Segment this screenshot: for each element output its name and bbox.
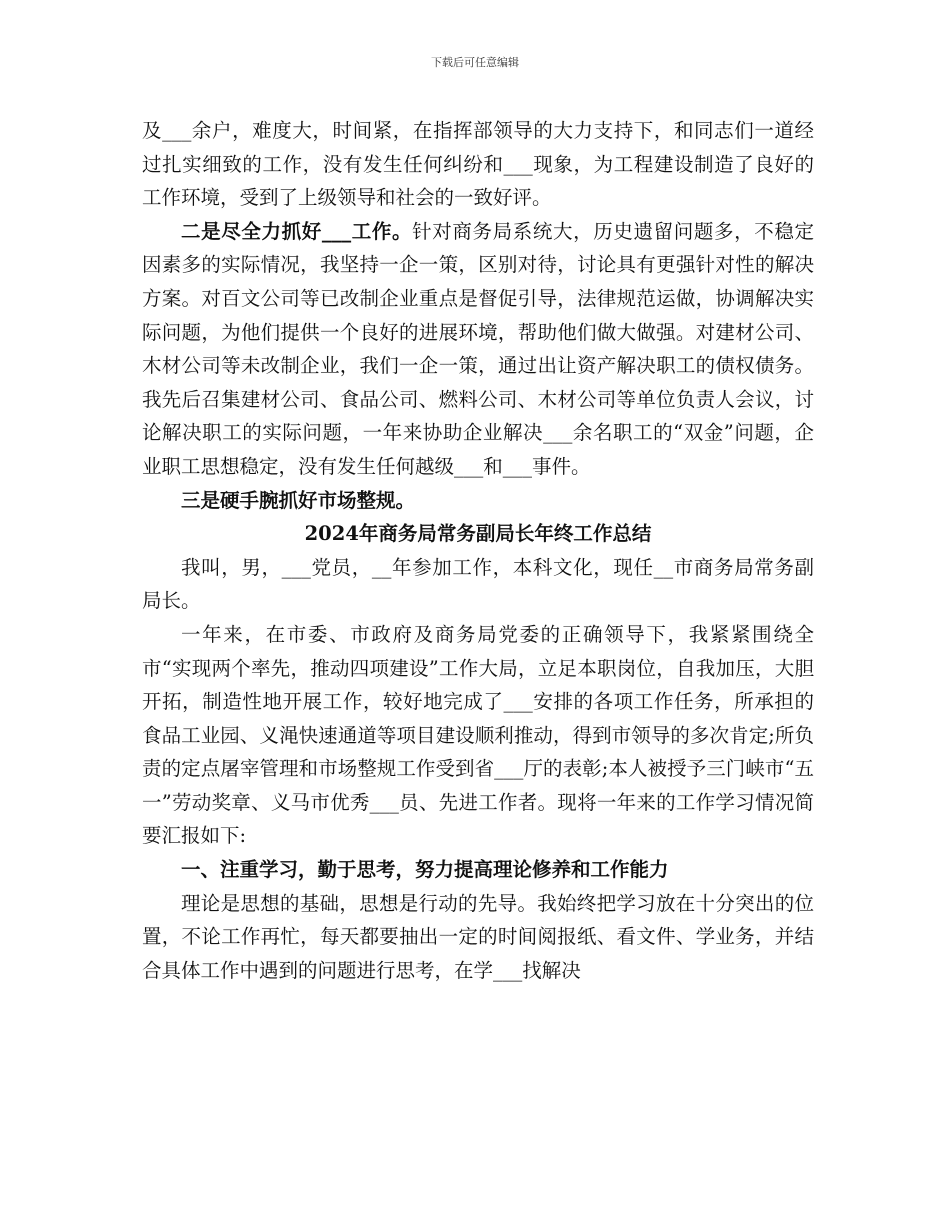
paragraph-point-two bbox=[142, 215, 814, 484]
document-body bbox=[142, 114, 814, 987]
paragraph-summary: 一年来，在市委、市政府及商务局党委的正确领导下，我紧紧围绕全市“实现两个率先，推动四项建设”工作大局，立足本职岗位，自我加压，大胆开拓，制造性地开展工作，较好地完成了___安排的各项工作任务，所承担的食品工业园、义渑快速通道等项目建设顺利推动，得到市领导的多次肯定;所负责的定点屠宰管理和市场整规工作受到省___厅的表彰;本人被授予三门峡市“五一”劳动奖章、义马市优秀___员、先进工作者。现将一年来的工作学习情况简要汇报如下: bbox=[142, 622, 814, 848]
paragraph-theory: 理论是思想的基础，思想是行动的先导。我始终把学习放在十分突出的位置，不论工作再忙，每天都要抽出一定的时间阅报纸、看文件、学业务，并结合具体工作中遇到的问题进行思考，在学___找解决 bbox=[142, 891, 814, 982]
paragraph-continuation: 及___余户，难度大，时间紧，在指挥部领导的大力支持下，和同志们一道经过扎实细致的工作，没有发生任何纠纷和___现象，为工程建设制造了良好的工作环境，受到了上级领导和社会的一致好评。 bbox=[142, 119, 814, 210]
document-title: 2024年商务局常务副局长年终工作总结 bbox=[304, 522, 652, 546]
paragraph-point-three: 三是硬手腕抓好市场整规。 bbox=[181, 488, 416, 512]
page-header: 下载后可任意编辑 bbox=[431, 56, 519, 69]
section-heading-one: 一、注重学习，勤于思考，努力提高理论修养和工作能力 bbox=[181, 858, 669, 882]
paragraph-lead-heading: 二是尽全力抓好___工作。 bbox=[181, 219, 413, 243]
paragraph-intro: 我叫，男，___党员，__年参加工作，本科文化，现任__市商务局常务副局长。 bbox=[142, 555, 814, 613]
paragraph-text: 针对商务局系统大，历史遗留问题多，不稳定因素多的实际情况，我坚持一企一策，区别对待，讨论具有更强针对性的解决方案。对百文公司等已改制企业重点是督促引导，法律规范运做，协调解决实际问题，为他们提供一个良好的进展环境，帮助他们做大做强。对建材公司、木材公司等未改制企业，我们一企一策，通过出让资产解决职工的债权债务。我先后召集建材公司、食品公司、燃料公司、木材公司等单位负责人会议，讨论解决职工的实际问题，一年来协助企业解决___余名职工的“双金”问题，企业职工思想稳定，没有发生任何越级___和___事件。 bbox=[142, 219, 814, 478]
